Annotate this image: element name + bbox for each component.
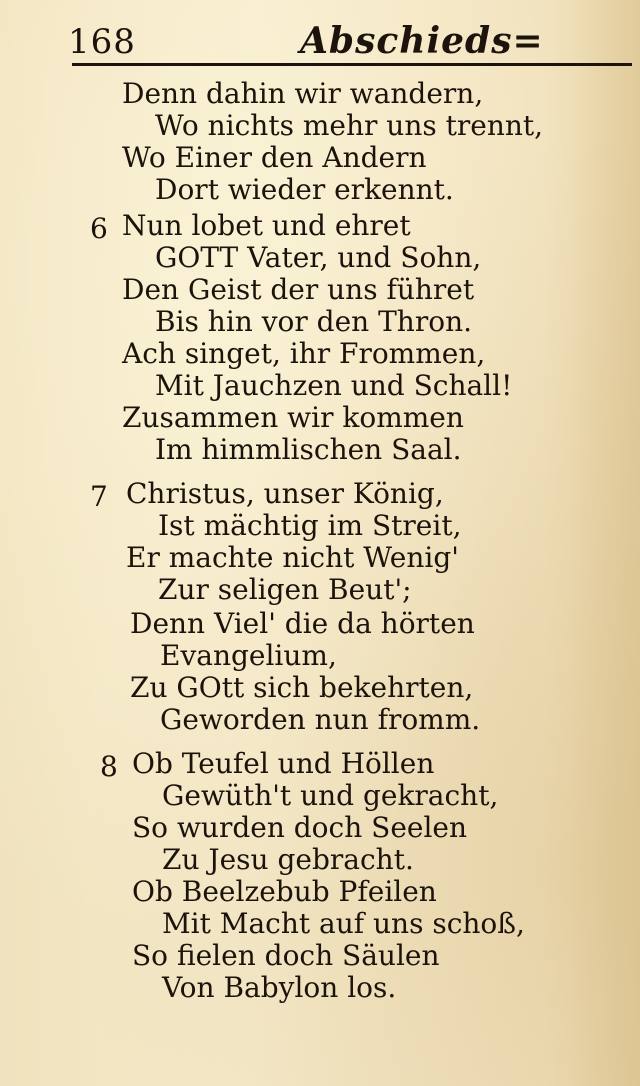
stanza-number: 6 bbox=[90, 212, 108, 245]
verse-line: Mit Macht auf uns schoß, bbox=[162, 907, 525, 940]
verse-line: Zu Jesu gebracht. bbox=[162, 843, 414, 876]
verse-line: Evangelium, bbox=[160, 639, 337, 672]
verse-line: Ob Beelzebub Pfeilen bbox=[132, 875, 437, 908]
running-head: Abschieds= bbox=[300, 20, 544, 62]
verse-line: Ist mächtig im Streit, bbox=[158, 509, 462, 542]
verse-line: Er machte nicht Wenig' bbox=[126, 541, 459, 574]
verse-line: Zur seligen Beut'; bbox=[158, 573, 412, 606]
page-header bbox=[68, 18, 632, 62]
verse-line: Gewüth't und gekracht, bbox=[162, 779, 499, 812]
stanza-number: 7 bbox=[90, 480, 108, 513]
verse-line: Nun lobet und ehret bbox=[122, 209, 411, 242]
verse-line: Ob Teufel und Höllen bbox=[132, 747, 435, 780]
verse-line: So wurden doch Seelen bbox=[132, 811, 468, 844]
verse-line: Wo Einer den Andern bbox=[122, 141, 427, 174]
verse-line: Zusammen wir kommen bbox=[122, 401, 464, 434]
verse-line: Im himmlischen Saal. bbox=[155, 433, 462, 466]
stanza-number: 8 bbox=[100, 750, 118, 783]
verse-line: Christus, unser König, bbox=[126, 477, 444, 510]
verse-line: Bis hin vor den Thron. bbox=[155, 305, 472, 338]
verse-line: Denn Viel' die da hörten bbox=[130, 607, 475, 640]
verse-line: Geworden nun fromm. bbox=[160, 703, 481, 736]
verse-line: Von Babylon los. bbox=[162, 971, 397, 1004]
verse-line: Den Geist der uns führet bbox=[122, 273, 475, 306]
verse-line: Denn dahin wir wandern, bbox=[122, 77, 484, 110]
verse-line: Ach singet, ihr Frommen, bbox=[122, 337, 486, 370]
verse-line: So fielen doch Säulen bbox=[132, 939, 440, 972]
verse-line: GOTT Vater, und Sohn, bbox=[155, 241, 482, 274]
header-rule bbox=[72, 63, 632, 66]
verse-line: Dort wieder erkennt. bbox=[155, 173, 454, 206]
verse-line: Zu GOtt sich bekehrten, bbox=[130, 671, 474, 704]
page-edge-shading bbox=[570, 0, 640, 1086]
verse-line: Mit Jauchzen und Schall! bbox=[155, 369, 513, 402]
page-number: 168 bbox=[68, 22, 136, 62]
verse-line: Wo nichts mehr uns trennt, bbox=[155, 109, 544, 142]
